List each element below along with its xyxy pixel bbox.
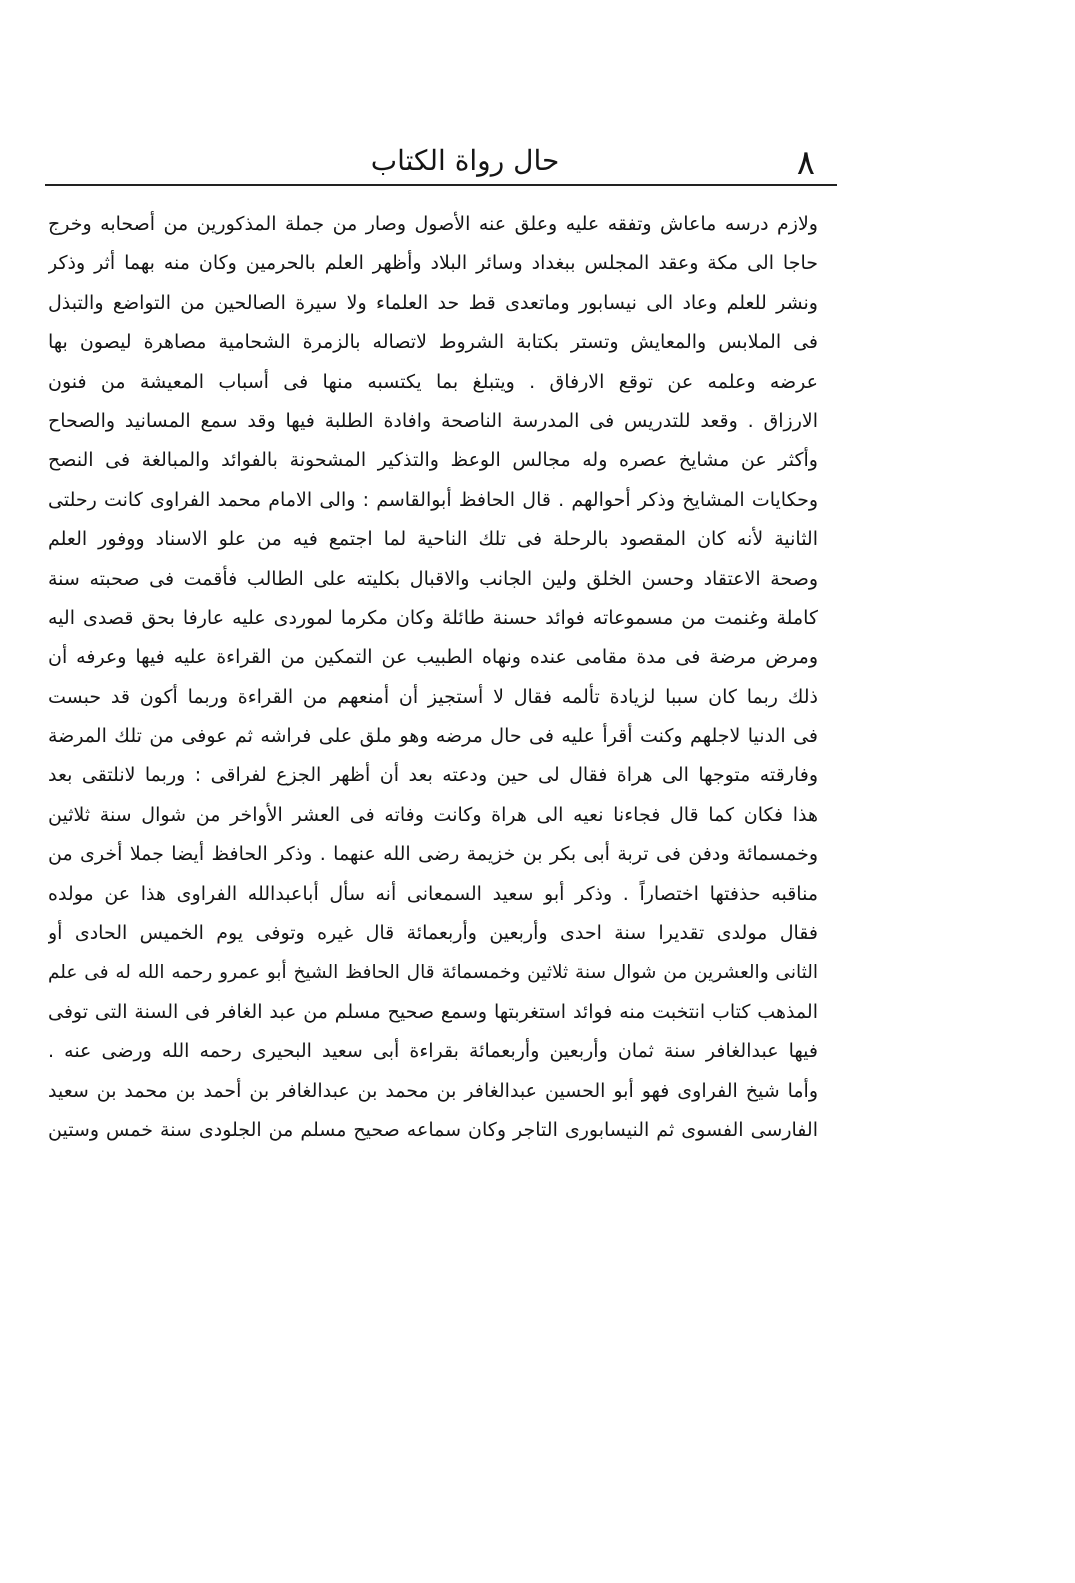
text-line: كاملة وغنمت من مسموعاته فوائد حسنة طائلة وكان مكرما لموردى عليه عارفا بحق قصدى اليه [48, 606, 818, 629]
text-line: فقال مولدى تقديرا سنة احدى وأربعين وأربعمائة قال غيره وتوفى يوم الخميس الحادى أو [48, 922, 818, 945]
text-line: الفارسى الفسوى ثم النيسابورى التاجر وكان سماعه صحيح مسلم من الجلودى سنة خمس وستين [48, 1118, 818, 1141]
text-line: حاجا الى مكة وعقد المجلس ببغداد وسائر البلاد وأظهر العلم بالحرمين وكان منه بهما أثر وذكر [48, 252, 818, 275]
text-line: هذا فكان كما قال فجاءنا نعيه الى هراة وكانت وفاته فى العشر الأواخر من شوال سنة ثلاثين [48, 803, 818, 826]
text-line: مناقبه حذفتها اختصاراً . وذكر أبو سعيد السمعانى أنه سأل أباعبدالله الفراوى هذا عن مولده [48, 882, 818, 905]
text-line: ذلك ربما كان سببا لزيادة تألمه فقال لا أستجيز أن أمنعهم من القراءة وربما أكون قد حبست [48, 685, 818, 708]
page-number: ٨ [796, 143, 815, 183]
text-line: فيها عبدالغافر سنة ثمان وأربعين وأربعمائة بقراءة أبى سعيد البحيرى رحمه الله ورضى عنه . [48, 1040, 818, 1063]
text-line: الثانية لأنه كان المقصود بالرحلة فى تلك الناحية لما اجتمع فيه من علو الاسناد ووفور العلم [48, 528, 818, 551]
text-line: ومرض مرضة فى مدة مقامى عنده ونهاه الطبيب عن التمكين من القراءة عليه فيها وعرفه أن [48, 646, 818, 669]
text-line: وخمسمائة ودفن فى تربة أبى بكر بن خزيمة رضى الله عنهما . وذكر الحافظ أيضا جملا أخرى من [48, 843, 818, 866]
running-title: حال رواة الكتاب [370, 144, 560, 177]
body-text [48, 205, 818, 1150]
text-line: عرضه وعلمه عن توقع الارفاق . ويتبلغ بما يكتسبه منها فى أسباب المعيشة من فنون [48, 370, 818, 393]
page-header [45, 140, 837, 182]
text-line: الارزاق . وقعد للتدريس فى المدرسة الناصحة وافادة الطلبة فيها وقد سمع المسانيد والصحاح [48, 409, 818, 432]
text-line: وصحة الاعتقاد وحسن الخلق ولين الجانب والاقبال بكليته على الطالب فأقمت فى صحبته سنة [48, 567, 818, 590]
text-line: المذهب كتاب انتخبت منه فوائد استغربتها وسمع صحيح مسلم من عبد الغافر فى السنة التى توفى [48, 1000, 818, 1023]
text-line: وحكايات المشايخ وذكر أحوالهم . قال الحافظ أبوالقاسم : والى الامام محمد الفراوى كانت رحلتى [48, 488, 818, 511]
text-line: وأكثر عن مشايخ عصره وله مجالس الوعظ والتذكير المشحونة بالفوائد والمبالغة فى النصح [48, 449, 818, 472]
text-line: وفارقته متوجها الى هراة فقال لى حين ودعته بعد أن أظهر الجزع لفراقى : وربما لانلتقى بعد [48, 764, 818, 787]
text-line: الثانى والعشرين من شوال سنة ثلاثين وخمسمائة قال الحافظ الشيخ أبو عمرو رحمه الله له فى علم [48, 962, 818, 984]
text-line: وأما شيخ الفراوى فهو أبو الحسين عبدالغافر بن محمد بن عبدالغافر بن أحمد بن محمد بن سعيد [48, 1079, 818, 1102]
text-line: ولازم درسه ماعاش وتفقه عليه وعلق عنه الأصول وصار من جملة المذكورين من أصحابه وخرج [48, 213, 818, 235]
text-line: فى الدنيا لاجلهم وكنت أقرأ عليه فى حال مرضه وهو ملق على فراشه ثم عوفى من تلك المرضة [48, 725, 818, 748]
header-rule [45, 184, 837, 186]
text-line: ونشر للعلم وعاد الى نيسابور وماتعدى قط حد العلماء ولا سيرة الصالحين من التواضع والتبذل [48, 291, 818, 314]
text-line: فى الملابس والمعايش وتستر بكتابة الشروط لاتصاله بالزمرة الشحامية مصاهرة ليصون بها [48, 331, 818, 354]
